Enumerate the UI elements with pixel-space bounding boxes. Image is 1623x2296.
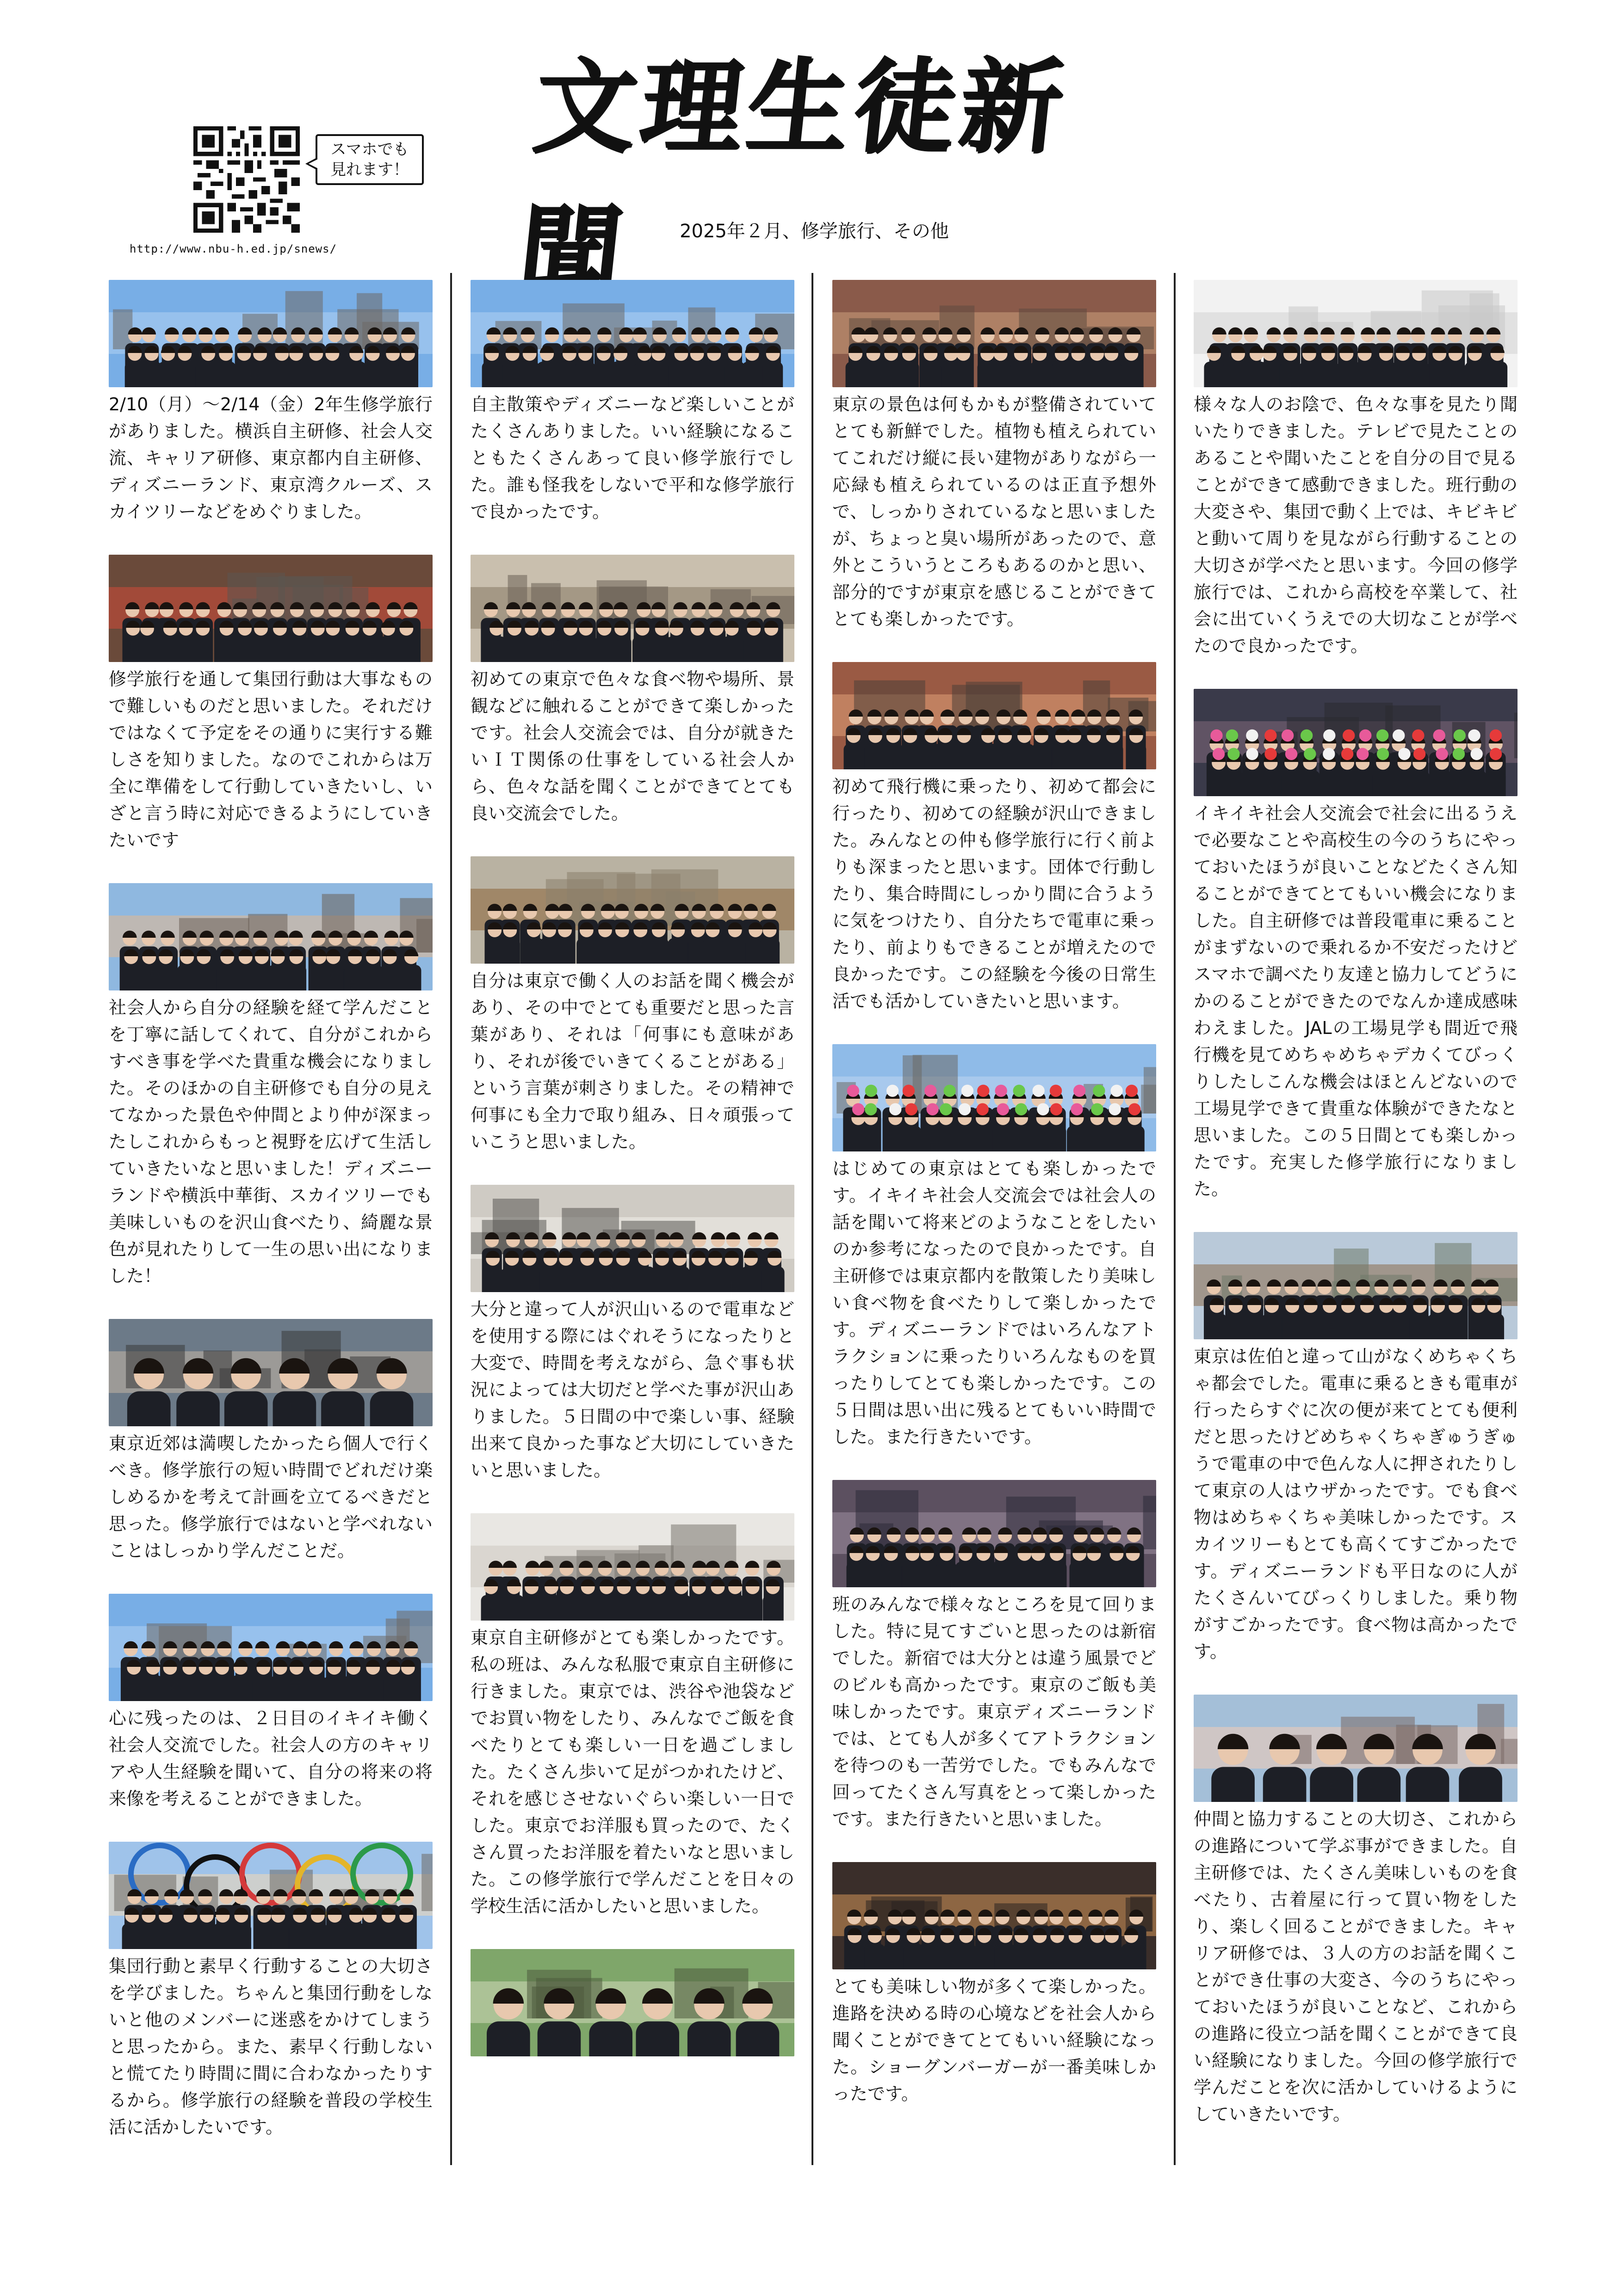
article: [832, 1044, 1156, 1450]
article: [1194, 1232, 1518, 1665]
article-photo: [471, 1949, 794, 2056]
article-text: 修学旅行を通して集団行動は大事なもので難しいものだと思いました。それだけではなくて予定をその通りに実行する難しさを知りました。なのでこれからは万全に準備をして行動していきたいし、いざと言う時に対応できるようにしていきたいです: [109, 669, 433, 850]
article-photo: [832, 662, 1156, 769]
article-photo: [471, 280, 794, 387]
article-text: 東京の景色は何もかもが整備されていてとても新鮮でした。植物も植えられていてこれだけ縦に長い建物がありながら一応緑も植えられているのは正直予想外で、しっかりされているなと思いましたが、ちょっと臭い場所があったので、意外とこういうところもあるのかと思い、部分的ですが東京を感じることができてとても楽しかったです。: [832, 394, 1156, 629]
qr-code[interactable]: [193, 126, 300, 233]
article-photo: [109, 1594, 433, 1701]
article-photo: [832, 1480, 1156, 1587]
article: [832, 662, 1156, 1015]
qr-note-bubble: [316, 134, 424, 185]
article-text: 東京は佐伯と違って山がなくめちゃくちゃ都会でした。電車に乗るときも電車が行ったらすぐに次の便が来てとても便利だと思ったけどめちゃくちゃぎゅうぎゅうで電車の中で色んな人に押されたりして東京の人はウザかったです。でも食べ物はめちゃくちゃ美味しかったです。スカイツリーもとても高くてすごかったです。ディズニーランドも平日なのに人がたくさんいてびっくりしました。乗り物がすごかったです。食べ物は高かったです。: [1194, 1346, 1518, 1662]
article-photo: [109, 1319, 433, 1426]
article-photo: [471, 1185, 794, 1292]
article-text: はじめての東京はとても楽しかったです。イキイキ社会人交流会では社会人の話を聞いて将来どのようなことをしたいのか参考になったので良かったです。自主研修では東京都内を散策したり美味しい食べ物を食べたりして楽しかったです。ディズニーランドではいろんなアトラクションに乗ったりいろんなものを買ったりしてとても楽しかったです。この５日間は思い出に残るとてもいい時間でした。また行きたいです。: [832, 1158, 1156, 1447]
article-photo: [1194, 689, 1518, 796]
article: [471, 856, 794, 1155]
article: [471, 1513, 794, 1919]
column-divider: [1174, 273, 1176, 2165]
column-divider: [812, 273, 813, 2165]
article: [1194, 280, 1518, 659]
article-text: イキイキ社会人交流会で社会に出るうえで必要なことや高校生の今のうちにやっておいたほうが良いことなどたくさん知ることができてとてもいい機会になりました。自主研修では普段電車に乗ることがまずないので乗れるか不安だったけどスマホで調べたり友達と協力してどうにかのることができたのでなんか達成感味わえました。JALの工場見学も間近で飛行機を見てめちゃめちゃデカくてびっくりしたしこんな機会はほとんどないので工場見学できて貴重な体験ができたなと思いました。この５日間とても楽しかったです。充実した修学旅行になりました。: [1194, 803, 1518, 1199]
article-photo: [109, 280, 433, 387]
article: [1194, 689, 1518, 1202]
article-text: 社会人から自分の経験を経て学んだことを丁寧に話してくれて、自分がこれからすべき事を学べた貴重な機会になりました。そのほかの自主研修でも自分の見えてなかった景色や仲間とより仲が深まったしこれからもっと視野を広げて生活していきたいなと思いました！ディズニーランドや横浜中華街、スカイツリーでも美味しいものを沢山食べたり、綺麗な景色が見れたりして一生の思い出になりました！: [109, 997, 433, 1286]
article-text: とても美味しい物が多くて楽しかった。進路を決める時の心境などを社会人から聞くことができてとてもいい経験になった。ショーグンバーガーが一番美味しかったです。: [832, 1976, 1156, 2104]
article: [1194, 1695, 1518, 2128]
column-divider: [450, 273, 452, 2165]
column-2: [471, 280, 794, 2086]
article-photo: [471, 555, 794, 662]
column-1: [109, 280, 433, 2170]
article-photo: [1194, 280, 1518, 387]
article-photo: [109, 555, 433, 662]
article: [832, 1862, 1156, 2107]
article-text: 大分と違って人が沢山いるので電車などを使用する際にはぐれそうになったりと大変で、時間を考えながら、急ぐ事も状況によっては大切だと学べた事が沢山ありました。５日間の中で楽しい事、経験出来て良かった事など大切にしていきたいと思いました。: [471, 1299, 794, 1480]
article: [471, 1949, 794, 2056]
article: [832, 280, 1156, 632]
article-text: 自分は東京で働く人のお話を聞く機会があり、その中でとても重要だと思った言葉があり、それは「何事にも意味があり、それが後でいきてくることがある」という言葉が刺さりました。その精神で何事にも全力で取り組み、日々頑張っていこうと思いました。: [471, 971, 794, 1152]
article-text: 自主散策やディズニーなど楽しいことがたくさんありました。いい経験になることもたくさんあって良い修学旅行でした。誰も怪我をしないで平和な修学旅行で良かったです。: [471, 394, 794, 522]
column-4: [1194, 280, 1518, 2157]
article-photo: [1194, 1695, 1518, 1802]
article-text: 東京自主研修がとても楽しかったです。私の班は、みんな私服で東京自主研修に行きました。東京では、渋谷や池袋などでお買い物をしたり、みんなでご飯を食べたりとても楽しい一日を過ごしました。たくさん歩いて足がつかれたけど、それを感じさせないぐらい楽しい一日でした。東京でお洋服も買ったので、たくさん買ったお洋服を着たいなと思いました。この修学旅行で学んだことを日々の学校生活に活かしたいと思いました。: [471, 1628, 794, 1916]
article-photo: [832, 280, 1156, 387]
article: [109, 883, 433, 1289]
article-text: 初めて飛行機に乗ったり、初めて都会に行ったり、初めての経験が沢山できました。みんなとの仲も修学旅行に行く前よりも深まったと思います。団体で行動したり、集合時間にしっかり間に合うように気をつけたり、自分たちで電車に乗ったり、前よりもできることが増えたので良かったです。この経験を今後の日常生活でも活かしていきたいと思います。: [832, 776, 1156, 1011]
article: [109, 1319, 433, 1564]
qr-code-icon: [193, 126, 300, 233]
article-text: 心に残ったのは、２日目のイキイキ働く社会人交流でした。社会人の方のキャリアや人生経験を聞いて、自分の将来の将来像を考えることができました。: [109, 1708, 433, 1809]
article-text: 東京近郊は満喫したかったら個人で行くべき。修学旅行の短い時間でどれだけ楽しめるかを考えて計画を立てるべきだと思った。修学旅行ではないと学べれないことはしっかり学んだことだ。: [109, 1433, 433, 1561]
article-text: 仲間と協力することの大切さ、これからの進路について学ぶ事ができました。自主研修では、たくさん美味しいものを食べたり、古着屋に行って買い物をしたり、楽しく回ることができました。キャリア研修では、３人の方のお話を聞くことができ仕事の大変さ、今のうちにやっておいたほうが良いことなど、これからの進路に役立つ話を聞くことができて良い経験になりました。今回の修学旅行で学んだことを次に活かしていけるようにしていきたいです。: [1194, 1809, 1518, 2124]
article: [471, 280, 794, 525]
article-photo: [832, 1862, 1156, 1969]
article-text: 集団行動と素早く行動することの大切さを学びました。ちゃんと集団行動をしないと他のメンバーに迷惑をかけてしまうと思ったから。また、素早く行動しないと慌てたり時間に間に合わなかったりするから。修学旅行の経験を普段の学校生活に活かしたいです。: [109, 1956, 433, 2137]
article: [109, 1842, 433, 2141]
article: [832, 1480, 1156, 1832]
newspaper-title: 文理生徒新聞: [512, 46, 1073, 312]
qr-note-line-1: スマホでも: [330, 140, 409, 159]
article: [109, 1594, 433, 1812]
article-photo: [471, 1513, 794, 1621]
qr-note-line-2: 見れます！: [330, 161, 409, 179]
article-text: 班のみんなで様々なところを見て回りました。特に見てすごいと思ったのは新宿でした。新宿では大分とは違う風景でどのビルも高かったです。東京のご飯も美味しかったです。東京ディズニーランドでは、とても人が多くてアトラクションを待つのも一苦労でした。でもみんなで回ってたくさん写真をとって楽しかったです。また行きたいと思いました。: [832, 1594, 1156, 1829]
article: [109, 555, 433, 854]
article: [109, 280, 433, 525]
article-text: 初めての東京で色々な食べ物や場所、景観などに触れることができて楽しかったです。社会人交流会では、自分が就きたいＩＴ関係の仕事をしている社会人から、色々な話を聞くことができてとても良い交流会でした。: [471, 669, 794, 823]
article-photo: [471, 856, 794, 964]
article-text: 様々な人のお陰で、色々な事を見たり聞いたりできました。テレビで見たことのあることや聞いたことを自分の目で見ることができて感動できました。班行動の大変さや、集団で動く上では、キビキビと動いて周りを見ながら行動することの大切さが学べたと思います。今回の修学旅行では、これから高校を卒業して、社会に出ていくうえでの大切なことが学べたので良かったです。: [1194, 394, 1518, 656]
column-3: [832, 280, 1156, 2137]
article-text: 2/10（月）～2/14（金）2年生修学旅行がありました。横浜自主研修、社会人交流、キャリア研修、東京都内自主研修、ディズニーランド、東京湾クルーズ、スカイツリーなどをめぐりました。: [109, 394, 433, 522]
article-photo: [109, 1842, 433, 1949]
article-photo: [832, 1044, 1156, 1151]
issue-subtitle: 2025年２月、修学旅行、その他: [680, 221, 949, 242]
article-photo: [109, 883, 433, 990]
article-photo: [1194, 1232, 1518, 1339]
article: [471, 1185, 794, 1484]
site-url[interactable]: http://www.nbu-h.ed.jp/snews/: [130, 242, 337, 255]
article: [471, 555, 794, 827]
